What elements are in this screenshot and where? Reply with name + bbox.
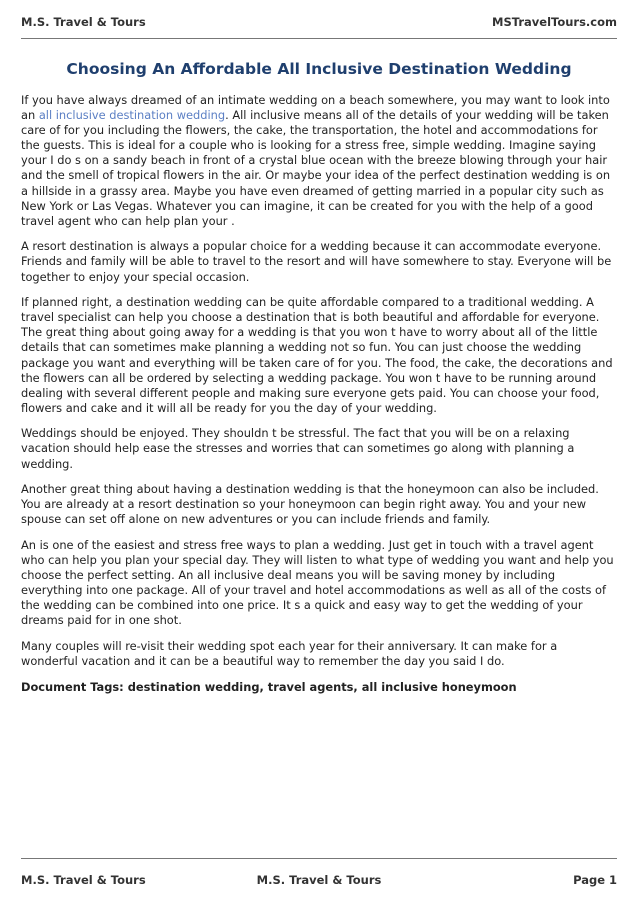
paragraph-6: An is one of the easiest and stress free ways to plan a wedding. Just get in touch with a travel agent who can help you plan your special day. They will listen to what type of wedding you want and help you choose the perfect setting. An all inclusive deal means you will be saving money by including everything into one package. All of your travel and hotel accommodations as well as all of the costs of the wedding can be combined into one price. It s a quick and easy way to get the wedding of your dreams paid for in one shot.: [21, 537, 614, 628]
paragraph-7: Many couples will re-visit their wedding spot each year for their anniversary. It can make for a wonderful vacation and it can be a beautiful way to remember the day you said I do.: [21, 639, 558, 669]
paragraph-1: [21, 93, 617, 229]
document-title: Choosing An Affordable All Inclusive Destination Wedding: [66, 60, 572, 78]
page-number: Page 1: [573, 873, 617, 887]
page-header: [21, 14, 617, 39]
all-inclusive-destination-wedding-link[interactable]: all inclusive destination wedding: [38, 108, 226, 123]
footer-left: M.S. Travel & Tours: [21, 873, 146, 887]
paragraph-1-start: If you have always dreamed of an intimate wedding on a beach somewhere, you may want to look into an: [21, 93, 610, 123]
paragraph-4: Weddings should be enjoyed. They shouldn t be stressful. The fact that you will be on a relaxing vacation should help ease the stresses and worries that can sometimes go along with planning a wedding.: [21, 426, 575, 471]
paragraph-1-end: . All inclusive means all of the details of your wedding will be taken care of for you including the flowers, the cake, the transportation, the hotel and accommodations for the guests. This is ideal for a couple who is looking for a stress free, simple wedding. Imagine saying your I do s on a sandy beach in front of a crystal blue ocean with the breeze blowing through your hair and the smell of tropical flowers in the air. Or maybe your idea of the perfect destination wedding is on a hillside in a grassy area. Maybe you have even dreamed of getting married in a popular city such as New York or Las Vegas. Whatever you can imagine, it can be created for you with the help of a good travel agent who can help plan your .: [21, 108, 611, 228]
header-website: MSTravelTours.com: [492, 15, 617, 29]
document-tags: Document Tags: destination wedding, travel agents, all inclusive honeymoon: [21, 679, 517, 694]
paragraph-2: A resort destination is always a popular choice for a wedding because it can accommodate everyone. Friends and family will be able to travel to the resort and will have somewhere to stay. Everyone will be together to enjoy your special occasion.: [21, 239, 612, 284]
page-footer: [21, 858, 617, 887]
footer-center: M.S. Travel & Tours: [256, 873, 382, 887]
header-company-name: M.S. Travel & Tours: [21, 15, 146, 29]
document-body: [21, 93, 617, 695]
paragraph-5: Another great thing about having a destination wedding is that the honeymoon can also be included. You are already at a resort destination so your honeymoon can begin right away. You and your new spouse can set off alone on new adventures or you can include friends and family.: [21, 482, 599, 527]
paragraph-3: If planned right, a destination wedding can be quite affordable compared to a traditional wedding. A travel specialist can help you choose a destination that is both beautiful and affordable for everyone. The great thing about going away for a wedding is that you won t have to worry about all of the little details that can sometimes make planning a wedding not so fun. You can just choose the wedding package you want and everything will be taken care of for you. The food, the cake, the decorations and the flowers can all be ordered by selecting a wedding package. You won t have to be running around dealing with several different people and making sure everyone gets paid. You can choose your food, flowers and cake and it will all be ready for you the day of your wedding.: [21, 295, 613, 415]
